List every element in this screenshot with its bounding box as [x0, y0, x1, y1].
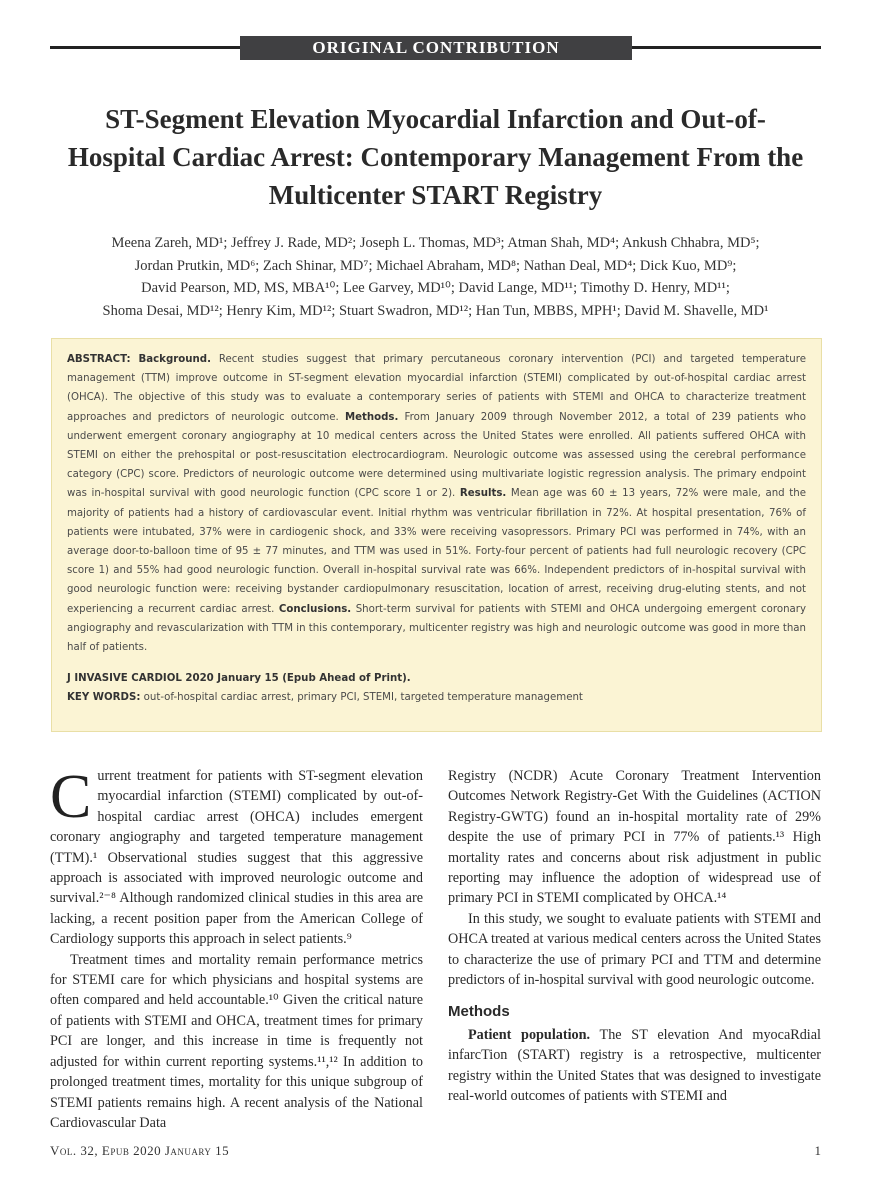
- abstract-label: ABSTRACT:: [67, 354, 131, 365]
- author-line: David Pearson, MD, MS, MBA¹⁰; Lee Garvey, MD¹⁰; David Lange, MD¹¹; Timothy D. Henry, MD¹¹;: [141, 280, 730, 296]
- paragraph-text: The ST elevation And myocaRdial infarcTion (START) registry is a retrospective, multicenter registry within the United States that was designed to investigate real-world outcomes of patients with STEMI and: [448, 1026, 821, 1105]
- background-text: Recent studies suggest that primary percutaneous coronary intervention (PCI) and targeted temperature management (TTM) improve outcome in ST-segment elevation myocardial infarction (STEMI) complicated by out-of-hospital cardiac arrest (OHCA). The objective of this study was to evaluate a contemporary series of patients with STEMI and OHCA to characterize treatment approaches and predictors of neurologic outcome.: [67, 354, 806, 423]
- page-number: 1: [814, 1143, 821, 1158]
- keywords-line: [67, 688, 806, 707]
- paragraph: In this study, we sought to evaluate patients with STEMI and OHCA treated at various medical centers across the United States to characterize the use of primary PCI and TTM and determine predictors of in-hospital survival with good neurologic outcome.: [448, 910, 821, 989]
- paragraph: [448, 1025, 821, 1107]
- author-line: Meena Zareh, MD¹; Jeffrey J. Rade, MD²; Joseph L. Thomas, MD³; Atman Shah, MD⁴; Ankush Chhabra, MD⁵;: [111, 235, 760, 251]
- author-list: [60, 232, 811, 322]
- paragraph: [50, 763, 423, 950]
- keywords-text: out-of-hospital cardiac arrest, primary PCI, STEMI, targeted temperature management: [140, 692, 583, 704]
- author-line: Shoma Desai, MD¹²; Henry Kim, MD¹²; Stuart Swadron, MD¹²; Han Tun, MBBS, MPH¹; David M. Shavelle, MD¹: [102, 302, 769, 319]
- results-text: Mean age was 60 ± 13 years, 72% were male, and the majority of patients had a history of cardiovascular event. Initial rhythm was ventricular fibrillation in 72%. At hospital presentation, 76% of patients were intubated, 37% were in cardiogenic shock, and 33% were receiving vasopressors. Primary PCI was performed in 74%, with an average door-to-balloon time of 95 ± 77 minutes, and TTM was used in 51%. Forty-four percent of patients had full neurologic recovery (CPC score 1) and 55% had good neurologic function. Overall in-hospital survival rate was 66%. Independent predictors of in-hospital survival with good neurologic function were: receiving bystander cardiopulmonary resuscitation, location of arrest, receiving drug-eluting stents, and not experiencing a recurrent cardiac arrest.: [67, 488, 806, 615]
- abstract-box: [51, 338, 822, 732]
- results-heading: Results.: [459, 488, 507, 500]
- conclusions-heading: Conclusions.: [278, 603, 352, 615]
- author-line: Jordan Prutkin, MD⁶; Zach Shinar, MD⁷; Michael Abraham, MD⁸; Nathan Deal, MD⁴; Dick Kuo, MD⁹;: [134, 257, 737, 274]
- paragraph: Registry (NCDR) Acute Coronary Treatment Intervention Outcomes Network Registry-Get With the Guidelines (ACTION Registry-GWTG) found an in-hospital mortality rate of 29% despite the use of primary PCI in 77% of patients.¹³ High mortality rates and concerns about risk adjustment in public reporting may influence the adoption of widespread use of primary PCI in STEMI complicated by OHCA.¹⁴: [448, 768, 821, 907]
- article-title: ST-Segment Elevation Myocardial Infarction and Out-of-Hospital Cardiac Arrest: Contemporary Management From the Multicenter START Registry: [67, 104, 804, 210]
- citation-line: J INVASIVE CARDIOL 2020 January 15 (Epub Ahead of Print).: [67, 673, 411, 685]
- abstract-text: [67, 350, 806, 657]
- methods-heading: Methods.: [344, 411, 399, 423]
- keywords-label: KEY WORDS:: [67, 692, 141, 704]
- paragraph: Treatment times and mortality remain performance metrics for STEMI care for which physicians and hospital systems are often compared and held accountable.¹⁰ Given the critical nature of patients with STEMI and OHCA, treatment times for primary PCI are longer, and this increase in time is frequently not adjusted for within current reporting systems.¹¹,¹² In addition to prolonged treatment times, mortality for this unique subgroup of STEMI patients remains high. A recent analysis of the National Cardiovascular Data: [50, 951, 423, 1131]
- body-column-right: [448, 766, 821, 1107]
- background-heading: Background.: [138, 354, 211, 365]
- footer-volume: Vol. 32, Epub 2020 January 15: [50, 1143, 230, 1158]
- methods-text: From January 2009 through November 2012, a total of 239 patients who underwent emergent coronary angiography at 10 medical centers across the United States were enrolled. All patients suffered OHCA with STEMI on either the prehospital or post-resuscitation electrocardiogram. Neurologic outcome was assessed using the cerebral performance category (CPC) score. Predictors of neurologic outcome were determined using multivariate logistic regression analysis. The primary endpoint was in-hospital survival with good neurologic function (CPC score 1 or 2).: [67, 411, 806, 500]
- body-column-left: [50, 763, 423, 1133]
- paragraph-text: urrent treatment for patients with ST-segment elevation myocardial infarction (STEMI) complicated by out-of-hospital cardiac arrest (OHCA) includes emergent coronary angiography and targeted temperature management (TTM).¹ Observational studies suggest that this aggressive approach is associated with improved neurologic outcome and survival.²⁻⁸ Although randomized clinical studies in this area are lacking, a recent position paper from the American College of Cardiology supports this approach in select patients.⁹: [50, 768, 423, 948]
- section-heading: Methods: [448, 1003, 510, 1021]
- section-banner: ORIGINAL CONTRIBUTION: [240, 36, 632, 60]
- runin-heading: Patient population.: [468, 1026, 591, 1043]
- drop-cap: C: [50, 763, 92, 831]
- conclusions-text: Short-term survival for patients with STEMI and OHCA undergoing emergent coronary angiography and revascularization with TTM in this contemporary, multicenter registry was high and neurologic outcome was good in more than half of patients.: [67, 603, 806, 654]
